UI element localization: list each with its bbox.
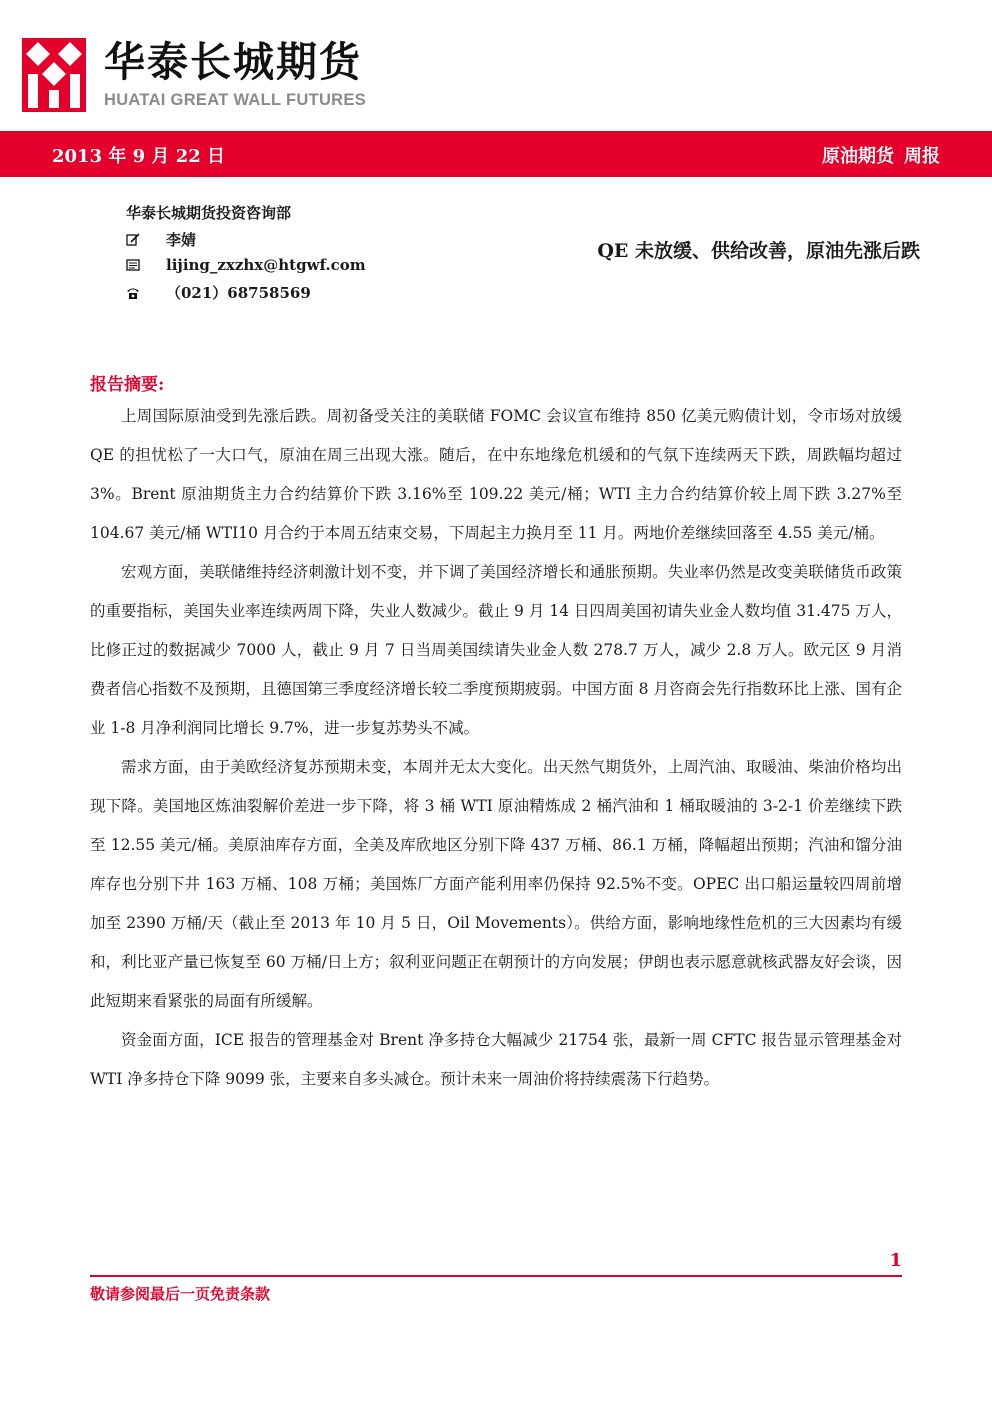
disclaimer-note: 敬请参阅最后一页免责条款 [90, 1285, 271, 1303]
pen-icon [126, 233, 140, 247]
author-email-row [126, 256, 366, 274]
email-icon [126, 258, 140, 272]
footer-divider [90, 1275, 902, 1277]
abstract-paragraph: 上周国际原油受到先涨后跌。周初备受关注的美联储 FOMC 会议宣布维持 850 亿美元购债计划，令市场对放缓 QE 的担忧松了一大口气，原油在周三出现大涨。随后，在中东地缘危机缓和的气氛下连续两天下跌，周跌幅均超过 3%。Brent 原油期货主力合约结算价下跌 3.16%至 109.22 美元/桶；WTI 主力合约结算价较上周下跌 3.27%至 104.67 美元/桶 WTI10 月合约于本周五结束交易，下周起主力换月至 11 月。两地价差继续回落至 4.55 美元/桶。 [90, 407, 902, 542]
report-headline: QE 未放缓、供给改善，原油先涨后跌 [597, 240, 920, 262]
page-number: 1 [889, 1250, 902, 1271]
abstract-title: 报告摘要: [90, 375, 165, 395]
report-type: 周报 [904, 146, 940, 167]
brand-name-en: HUATAI GREAT WALL FUTURES [104, 91, 367, 109]
abstract-paragraph: 宏观方面，美联储维持经济刺激计划不变，并下调了美国经济增长和通胀预期。失业率仍然是改变美联储货币政策的重要指标，美国失业率连续两周下降，失业人数减少。截止 9 月 14 日四周美国初请失业金人数均值 31.475 万人，比修正过的数据减少 7000 人，截止 9 月 7 日当周美国续请失业金人数 278.7 万人，减少 2.8 万人。欧元区 9 月消费者信心指数不及预期，且德国第三季度经济增长较二季度预期疲弱。中国方面 8 月咨商会先行指数环比上涨、国有企业 1-8 月净利润同比增长 9.7%，进一步复苏势头不减。 [90, 563, 902, 737]
author-email: lijing_zxzhx@htgwf.com [166, 256, 366, 274]
phone-icon [126, 286, 140, 300]
author-name: 李婧 [166, 231, 197, 249]
author-phone: （021）68758569 [166, 284, 311, 302]
report-category: 原油期货 [822, 146, 894, 167]
author-name-row [126, 229, 196, 250]
huatai-logo-icon [22, 38, 86, 112]
abstract-paragraph: 资金面方面，ICE 报告的管理基金对 Brent 净多持仓大幅减少 21754 张，最新一周 CFTC 报告显示管理基金对 WTI 净多持仓下降 9099 张，主要来自多头减仓。预计未来一周油价将持续震荡下行趋势。 [90, 1031, 902, 1088]
author-phone-row [126, 282, 311, 303]
report-date: 2013 年 9 月 22 日 [52, 146, 226, 167]
brand-name-cn: 华泰长城期货 [104, 38, 362, 86]
abstract-body [90, 397, 902, 1099]
author-department: 华泰长城期货投资咨询部 [126, 204, 292, 222]
header-band [0, 131, 992, 177]
abstract-paragraph: 需求方面，由于美欧经济复苏预期未变，本周并无太大变化。出天然气期货外，上周汽油、取暖油、柴油价格均出现下降。美国地区炼油裂解价差进一步下降，将 3 桶 WTI 原油精炼成 2 桶汽油和 1 桶取暖油的 3-2-1 价差继续下跌至 12.55 美元/桶。美原油库存方面，全美及库欣地区分别下降 437 万桶、86.1 万桶，降幅超出预期；汽油和馏分油库存也分别下井 163 万桶、108 万桶；美国炼厂方面产能利用率仍保持 92.5%不变。OPEC 出口船运量较四周前增加至 2390 万桶/天（截止至 2013 年 10 月 5 日，Oil Movements）。供给方面，影响地缘性危机的三大因素均有缓和，利比亚产量已恢复至 60 万桶/日上方；叙利亚问题正在朝预计的方向发展；伊朗也表示愿意就核武器友好会谈，因此短期来看紧张的局面有所缓解。 [90, 758, 902, 1010]
